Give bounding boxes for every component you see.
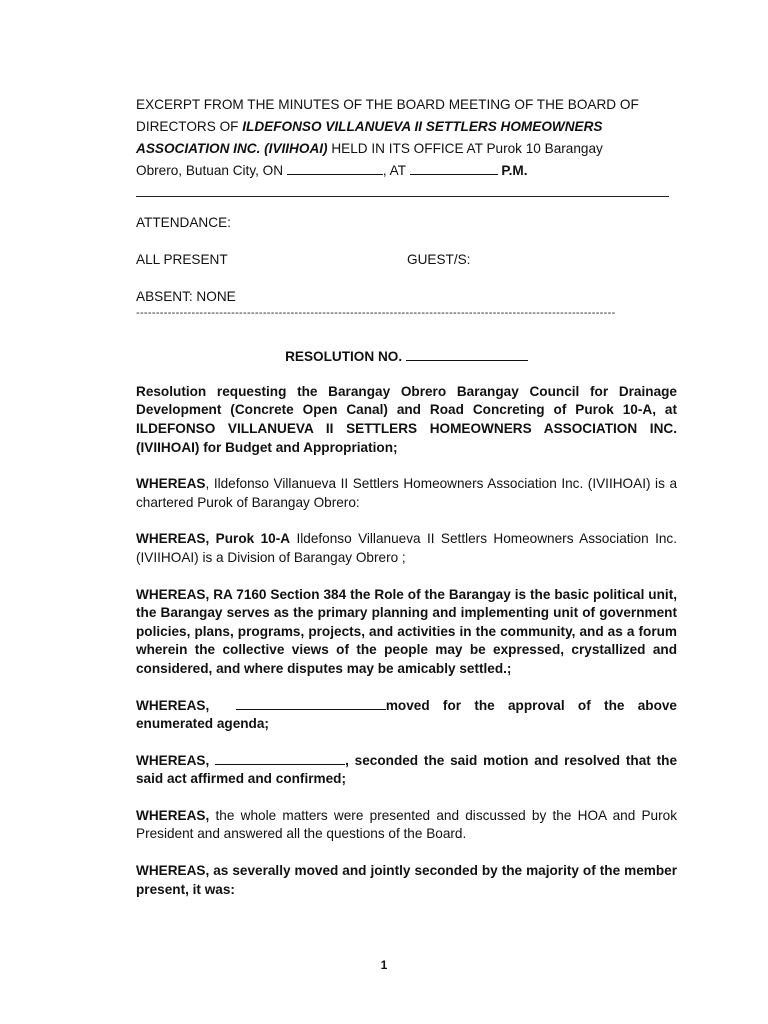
absent-label: ABSENT: NONE (136, 288, 236, 304)
attendance-row (136, 251, 677, 269)
association-name-2: ASSOCIATION INC. (IVIIHOAI) (136, 141, 328, 156)
resolution-number-label: RESOLUTION NO. (285, 349, 406, 365)
header-at: , AT (382, 163, 410, 178)
resolution-number (136, 348, 677, 367)
resolution-number-blank (406, 348, 528, 361)
whereas-4-text: moved for the approval of the above enumerated agenda; (136, 697, 677, 732)
resolution-title: Resolution requesting the Barangay Obrero Barangay Council for Drainage Development (Concrete Open Canal) and Road Concreting of Purok 10-A, at ILDEFONSO VILLANUEVA II SETTLERS HOMEOWNERS ASSOCIATION INC. (IVIIHOAI) for Budget and Appropriation; (136, 383, 677, 455)
whereas-7-lead: WHEREAS, (136, 863, 210, 879)
document-page (136, 94, 677, 899)
separator-line (136, 196, 669, 197)
mover-blank (236, 697, 386, 710)
whereas-4 (136, 697, 677, 734)
whereas-2-text: Ildefonso Villanueva II Settlers Homeowners Association Inc. (IVIIHOAI) is a Division of Barangay Obrero ; (136, 531, 677, 565)
whereas-2 (136, 530, 677, 567)
whereas-4-lead: WHEREAS, (136, 697, 210, 713)
whereas-1 (136, 475, 677, 512)
seconder-blank (215, 752, 345, 765)
whereas-6-lead: WHEREAS, (136, 807, 210, 823)
association-name: ILDEFONSO VILLANUEVA II SETTLERS HOMEOWNERS (242, 119, 603, 134)
dashed-separator: ------------------------------------------------------------------------------------------------------------------------- (136, 307, 616, 320)
whereas-7-text: as severally moved and jointly seconded by the majority of the member present, it was: (136, 863, 677, 897)
header-pm: P.M. (497, 163, 528, 178)
guests-label: GUEST/S: (407, 251, 471, 267)
page-number: 1 (380, 958, 388, 972)
whereas-3-lead: WHEREAS, (136, 586, 210, 602)
header-line-3: HELD IN ITS OFFICE AT Purok 10 Barangay (327, 141, 603, 156)
whereas-6 (136, 807, 677, 844)
time-blank (410, 162, 498, 175)
minutes-header (136, 94, 677, 182)
header-line-4: Obrero, Butuan City, ON (136, 163, 287, 178)
all-present-label: ALL PRESENT (136, 251, 228, 267)
date-blank (287, 162, 383, 175)
whereas-7 (136, 862, 677, 899)
attendance-label: ATTENDANCE: (136, 215, 231, 230)
whereas-5-text: , seconded the said motion and resolved that the said act affirmed and confirmed; (136, 752, 678, 787)
whereas-5-lead: WHEREAS, (136, 752, 210, 768)
whereas-5 (136, 752, 677, 789)
whereas-3-text: RA 7160 Section 384 the Role of the Barangay is the basic political unit, the Barangay serves as the primary planning and implementing unit of government policies, plans, programs, projects, and activities in the community, and as a forum wherein the collective views of the people may be expressed, crystallized and considered, and where disputes may be amicably settled.; (136, 586, 677, 676)
whereas-1-text: , Ildefonso Villanueva II Settlers Homeowners Association Inc. (IVIIHOAI) is a chartered Purok of Barangay Obrero: (136, 476, 677, 510)
whereas-6-text: the whole matters were presented and discussed by the HOA and Purok President and answered all the questions of the Board. (136, 807, 677, 842)
header-line-2: DIRECTORS OF (136, 119, 243, 134)
whereas-1-lead: WHEREAS (136, 476, 206, 492)
header-line-1: EXCERPT FROM THE MINUTES OF THE BOARD MEETING OF THE BOARD OF (136, 97, 639, 112)
whereas-3 (136, 586, 677, 679)
whereas-2-lead: WHEREAS, Purok 10-A (136, 531, 291, 547)
